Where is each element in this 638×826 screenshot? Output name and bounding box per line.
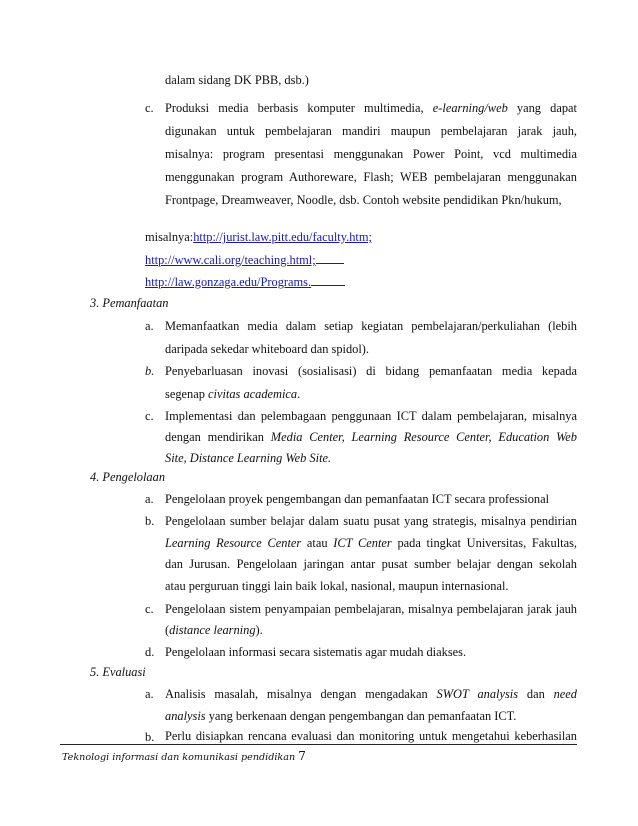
item-c-line-4: menggunakan program Authoreware, Flash; WEB pembelajaran menggunakan <box>165 170 577 184</box>
s4-b-label: b. <box>145 514 155 528</box>
link-gonzaga[interactable]: http://law.gonzaga.edu/Programs. <box>145 275 312 289</box>
s3-b-line-1: Penyebarluasan inovasi (sosialisasi) di bidang pemanfaatan media kepada <box>165 364 577 378</box>
continuation-line: dalam sidang DK PBB, dsb.) <box>165 73 309 87</box>
s4-c-label: c. <box>145 602 154 616</box>
s4-b-line-4: atau perguruan tinggi lain baik lokal, nasional, maupun internasional. <box>165 579 509 593</box>
s4-b-line-3: dan Jurusan. Pengelolaan jaringan antar pusat sumber belajar dengan sekolah <box>165 557 577 571</box>
s5-a-line-2: analysis yang berkenaan dengan pengembangan dan pemanfaatan ICT. <box>165 709 517 723</box>
s3-a-line-1: Memanfaatkan media dalam setiap kegiatan pembelajaran/perkuliahan (lebih <box>165 319 577 333</box>
section-5-heading: 5. Evaluasi <box>90 665 146 679</box>
links-line-1: misalnya:http://jurist.law.pitt.edu/faculty.htm; <box>145 230 372 244</box>
item-c-line-5: Frontpage, Dreamweaver, Noodle, dsb. Contoh website pendidikan Pkn/hukum, <box>165 193 562 207</box>
links-line-2 <box>145 253 344 268</box>
s3-c-label: c. <box>145 409 154 423</box>
item-c-line-1: Produksi media berbasis komputer multimedia, e-learning/web yang dapat <box>165 101 577 115</box>
links-line-3 <box>145 275 345 290</box>
s4-a-label: a. <box>145 492 154 506</box>
item-c-line-2: digunakan untuk pembelajaran mandiri maupun pembelajaran jarak jauh, <box>165 124 577 138</box>
s5-b-label: b. <box>145 730 155 744</box>
s4-d-line-1: Pengelolaan informasi secara sistematis agar mudah diakses. <box>165 645 467 659</box>
s4-c-line-2: (distance learning). <box>165 623 263 637</box>
s5-a-line-1: Analisis masalah, misalnya dengan mengadakan SWOT analysis dan need <box>165 687 577 701</box>
s4-b-line-2: Learning Resource Center atau ICT Center pada tingkat Universitas, Fakultas, <box>165 536 578 550</box>
footer-title: Teknologi informasi dan komunikasi pendidikan <box>62 752 296 763</box>
page-number: 7 <box>298 749 306 763</box>
s4-b-line-1: Pengelolaan sumber belajar dalam suatu pusat yang strategis, misalnya pendirian <box>165 514 577 528</box>
s3-c-line-3: Site, Distance Learning Web Site. <box>165 451 332 465</box>
s3-b-line-2: segenap civitas academica. <box>165 387 301 401</box>
section-3-heading: 3. Pemanfaatan <box>90 296 169 310</box>
footer-rule <box>60 744 577 745</box>
s3-a-line-2: daripada sekedar whiteboard dan spidol). <box>165 342 370 356</box>
s5-b-line-1: Perlu disiapkan rencana evaluasi dan monitoring untuk mengetahui keberhasilan <box>165 729 577 743</box>
s3-c-line-1: Implementasi dan pelembagaan penggunaan ICT dalam pembelajaran, misalnya <box>165 409 577 423</box>
s5-a-label: a. <box>145 687 154 701</box>
section-4-heading: 4. Pengelolaan <box>90 470 166 484</box>
s3-a-label: a. <box>145 319 154 333</box>
s4-c-line-1: Pengelolaan sistem penyampaian pembelajaran, misalnya pembelajaran jarak jauh <box>165 602 577 616</box>
link-underline-tail <box>311 275 345 286</box>
link-jurist[interactable]: http://jurist.law.pitt.edu/faculty.htm; <box>193 230 372 244</box>
s3-c-line-2: dengan mendirikan Media Center, Learning Resource Center, Education Web <box>165 430 577 444</box>
page-footer <box>62 749 306 765</box>
s4-a-line-1: Pengelolaan proyek pengembangan dan pemanfaatan ICT secara professional <box>165 492 550 506</box>
item-c-label: c. <box>145 101 154 115</box>
s3-b-label: b. <box>145 364 155 378</box>
s4-d-label: d. <box>145 645 155 659</box>
link-cali[interactable]: http://www.cali.org/teaching.html; <box>145 253 316 267</box>
item-c-line-3: misalnya: program presentasi menggunakan Power Point, vcd multimedia <box>165 147 577 161</box>
link-underline-tail <box>316 253 344 264</box>
